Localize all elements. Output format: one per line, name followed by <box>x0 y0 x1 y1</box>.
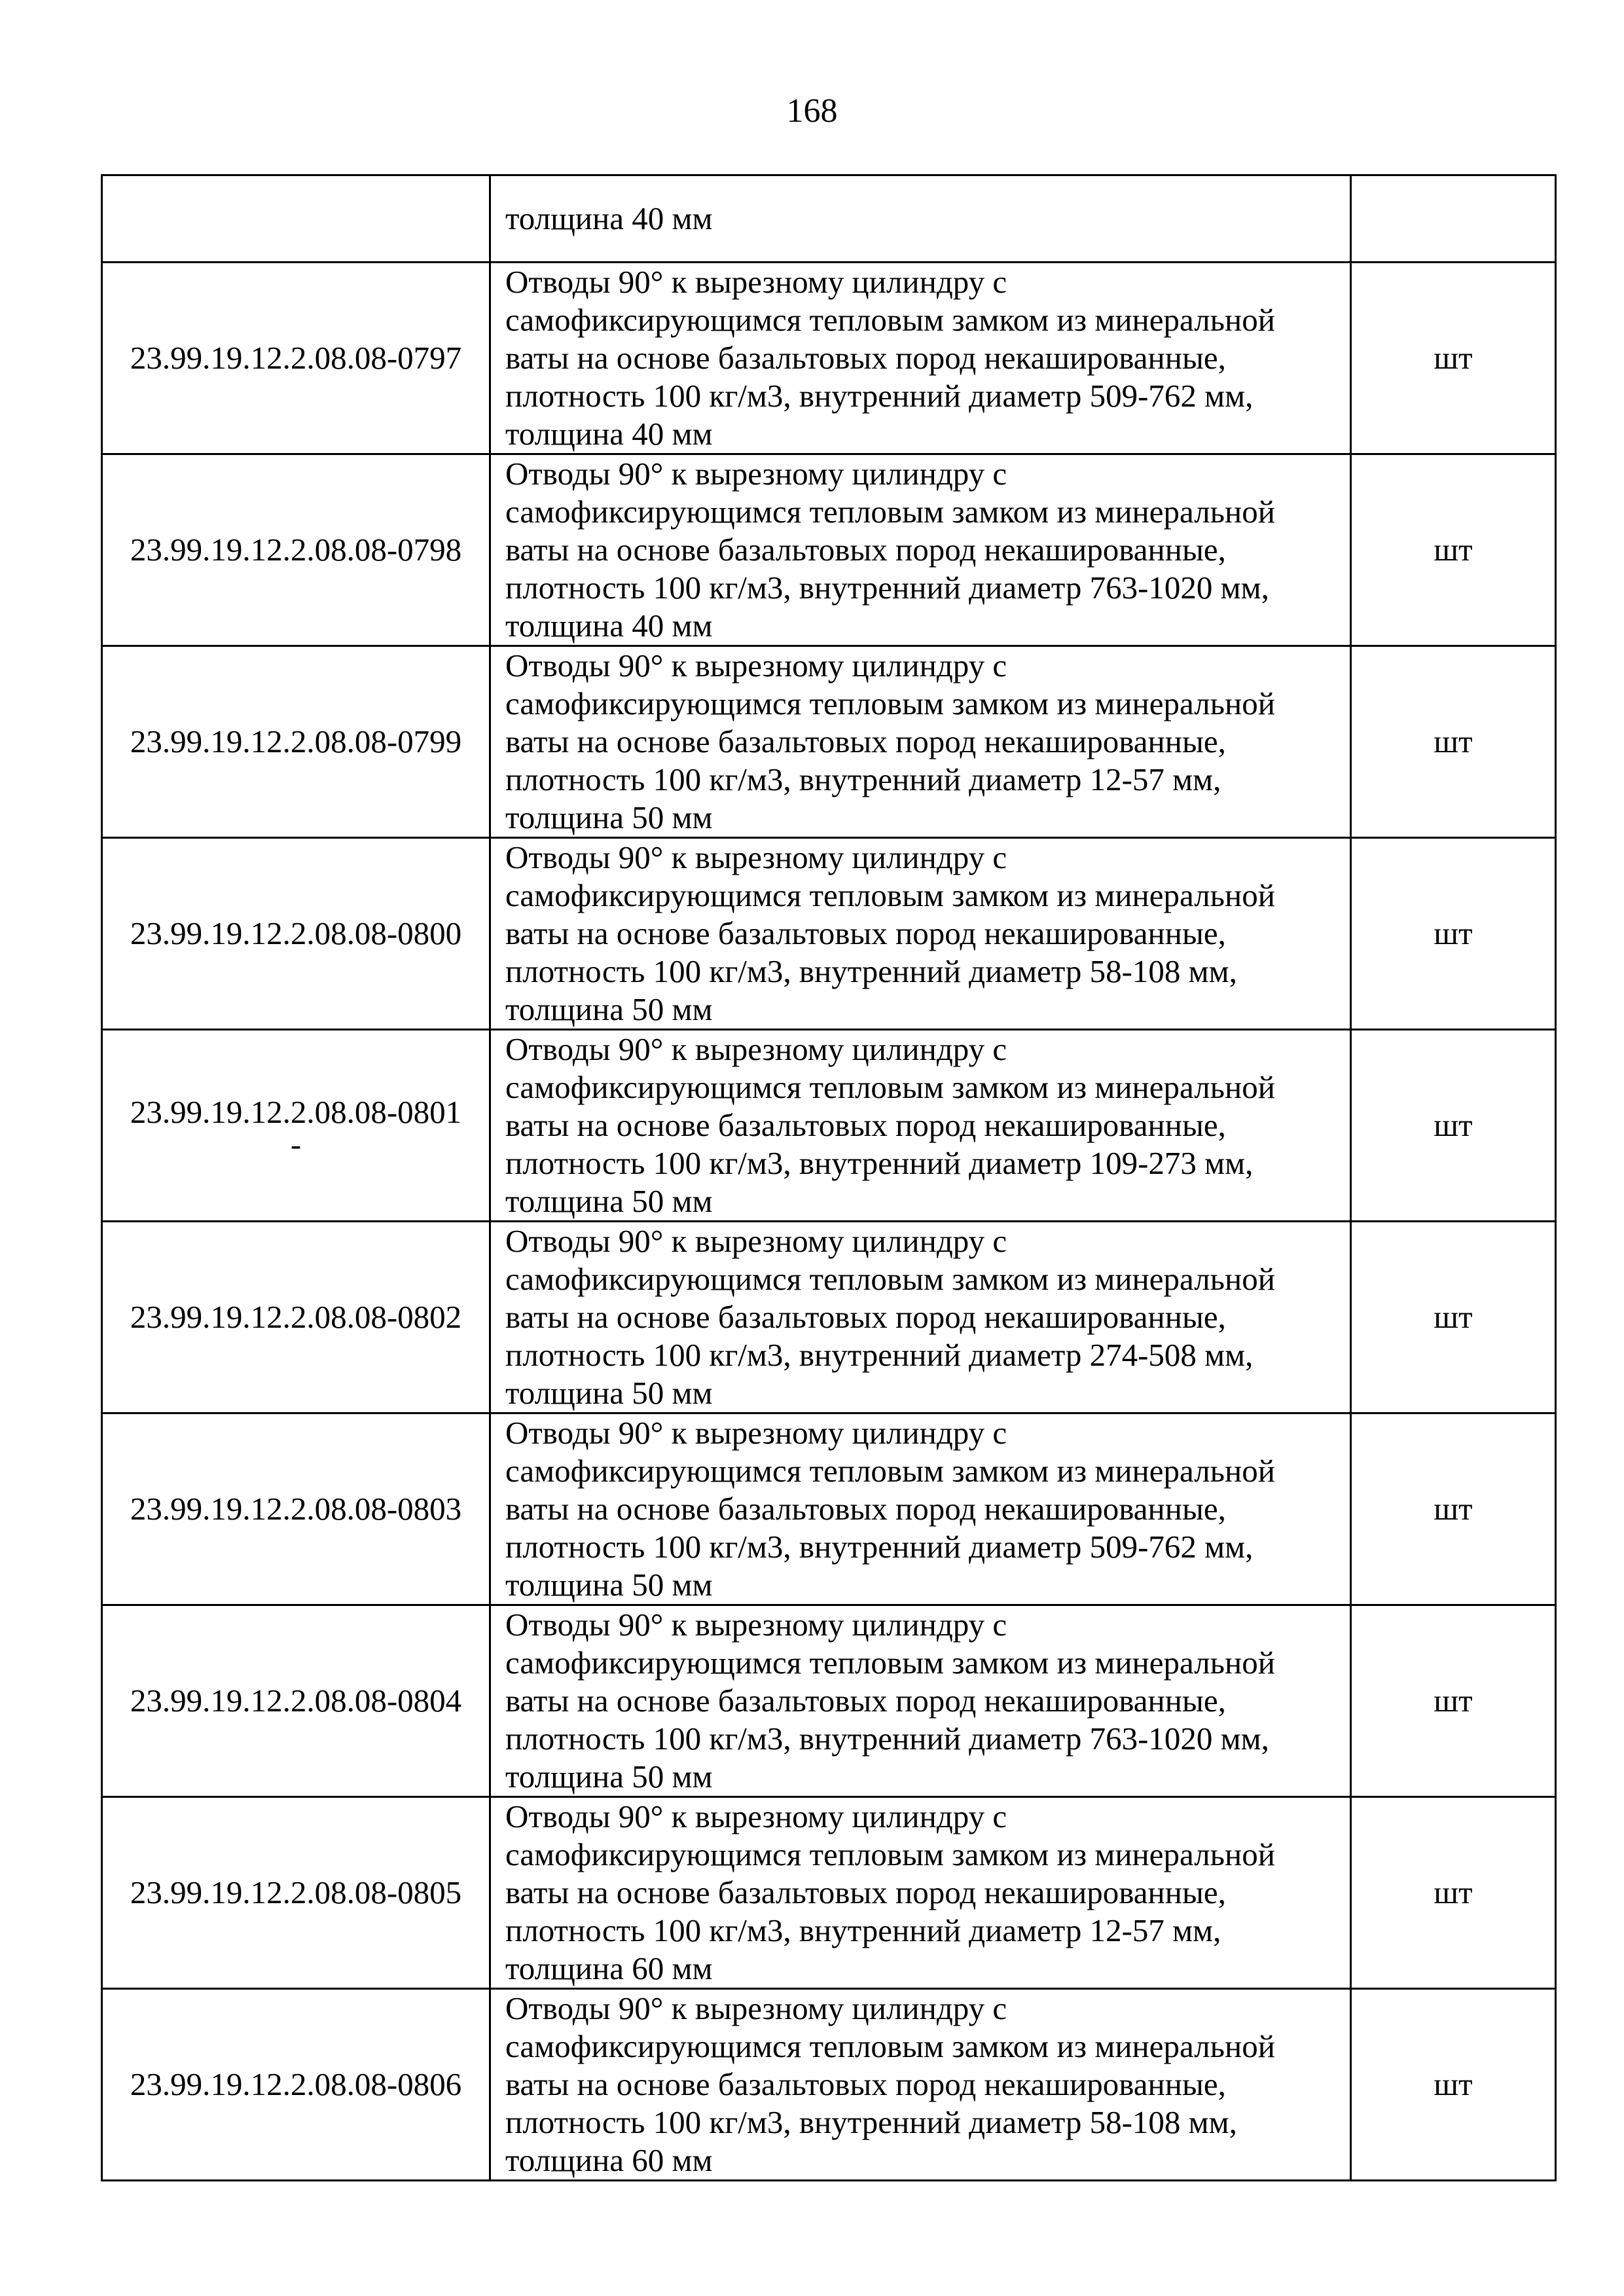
description-line: Отводы 90° к вырезному цилиндру с <box>505 1223 1007 1259</box>
description-line: толщина 50 мм <box>505 991 713 1027</box>
description-line: толщина 50 мм <box>505 1183 713 1219</box>
description-line: ваты на основе базальтовых пород некашированные, <box>505 1874 1226 1910</box>
description-line: Отводы 90° к вырезному цилиндру с <box>505 647 1007 683</box>
code-cell <box>102 838 490 1030</box>
table-row <box>102 1797 1556 1989</box>
description-line: самофиксирующимся тепловым замком из минеральной <box>505 1836 1275 1872</box>
description-line: толщина 50 мм <box>505 1758 713 1795</box>
item-code: 23.99.19.12.2.08.08-0798 <box>130 532 462 568</box>
description-line: плотность 100 кг/м3, внутренний диаметр 12-57 мм, <box>505 761 1221 797</box>
description-cell <box>490 1797 1351 1989</box>
item-code: 23.99.19.12.2.08.08-0805 <box>130 1874 462 1910</box>
description-line: самофиксирующимся тепловым замком из минеральной <box>505 1069 1275 1105</box>
description-cell <box>490 838 1351 1030</box>
description-line: толщина 40 мм <box>505 200 713 236</box>
description-cell <box>490 175 1351 263</box>
description-line: плотность 100 кг/м3, внутренний диаметр 58-108 мм, <box>505 953 1237 989</box>
description-line: толщина 50 мм <box>505 1567 713 1603</box>
code-mark: - <box>290 1126 302 1162</box>
unit-cell: шт <box>1351 454 1556 646</box>
table-row <box>102 1030 1556 1222</box>
description-line: ваты на основе базальтовых пород некашированные, <box>505 1683 1226 1719</box>
unit-cell: шт <box>1351 838 1556 1030</box>
table-row-continuation <box>102 175 1556 263</box>
table-row <box>102 263 1556 454</box>
table-row <box>102 1989 1556 2181</box>
unit-cell: шт <box>1351 1222 1556 1413</box>
description-line: толщина 50 мм <box>505 1375 713 1411</box>
unit-cell: шт <box>1351 1413 1556 1605</box>
description-line: Отводы 90° к вырезному цилиндру с <box>505 1031 1007 1067</box>
code-cell <box>102 175 490 263</box>
description-line: плотность 100 кг/м3, внутренний диаметр 763-1020 мм, <box>505 1721 1269 1757</box>
description-line: плотность 100 кг/м3, внутренний диаметр 109-273 мм, <box>505 1145 1254 1181</box>
description-line: толщина 60 мм <box>505 2142 713 2178</box>
code-cell <box>102 646 490 838</box>
item-code: 23.99.19.12.2.08.08-0800 <box>130 915 462 951</box>
description-line: ваты на основе базальтовых пород некашированные, <box>505 1491 1226 1527</box>
description-line: ваты на основе базальтовых пород некашированные, <box>505 723 1226 759</box>
description-line: самофиксирующимся тепловым замком из минеральной <box>505 685 1275 721</box>
item-code: 23.99.19.12.2.08.08-0802 <box>130 1299 462 1335</box>
unit-cell: шт <box>1351 263 1556 454</box>
description-line: плотность 100 кг/м3, внутренний диаметр 58-108 мм, <box>505 2104 1237 2140</box>
description-line: Отводы 90° к вырезному цилиндру с <box>505 1990 1007 2026</box>
description-line: плотность 100 кг/м3, внутренний диаметр 763-1020 мм, <box>505 570 1269 606</box>
item-code: 23.99.19.12.2.08.08-0797 <box>130 340 462 376</box>
description-line: толщина 40 мм <box>505 416 713 452</box>
description-line: толщина 40 мм <box>505 608 713 644</box>
description-line: самофиксирующимся тепловым замком из минеральной <box>505 877 1275 913</box>
description-line: Отводы 90° к вырезному цилиндру с <box>505 839 1007 875</box>
description-line: самофиксирующимся тепловым замком из минеральной <box>505 2028 1275 2064</box>
description-cell <box>490 646 1351 838</box>
code-cell <box>102 1797 490 1989</box>
table-row <box>102 454 1556 646</box>
description-line: ваты на основе базальтовых пород некашированные, <box>505 340 1226 376</box>
description-cell <box>490 1605 1351 1797</box>
code-cell <box>102 1989 490 2181</box>
description-line: ваты на основе базальтовых пород некашированные, <box>505 915 1226 951</box>
item-code: 23.99.19.12.2.08.08-0804 <box>130 1683 462 1719</box>
unit-cell: шт <box>1351 646 1556 838</box>
page-number: 168 <box>786 92 838 130</box>
description-line: толщина 60 мм <box>505 1950 713 1986</box>
code-cell <box>102 1605 490 1797</box>
code-cell <box>102 1030 490 1222</box>
table-row <box>102 1605 1556 1797</box>
description-line: ваты на основе базальтовых пород некашированные, <box>505 532 1226 568</box>
code-cell <box>102 1222 490 1413</box>
description-line: самофиксирующимся тепловым замком из минеральной <box>505 302 1275 338</box>
code-cell <box>102 263 490 454</box>
table-row <box>102 646 1556 838</box>
table-body <box>102 175 1556 2181</box>
unit-cell <box>1351 175 1556 263</box>
description-cell <box>490 263 1351 454</box>
description-line: ваты на основе базальтовых пород некашированные, <box>505 1299 1226 1335</box>
item-code: 23.99.19.12.2.08.08-0803 <box>130 1491 462 1527</box>
description-line: ваты на основе базальтовых пород некашированные, <box>505 2066 1226 2102</box>
description-cell <box>490 1989 1351 2181</box>
unit-cell: шт <box>1351 1797 1556 1989</box>
description-line: Отводы 90° к вырезному цилиндру с <box>505 1798 1007 1834</box>
description-cell <box>490 1030 1351 1222</box>
description-line: плотность 100 кг/м3, внутренний диаметр 509-762 мм, <box>505 378 1254 414</box>
description-line: ваты на основе базальтовых пород некашированные, <box>505 1107 1226 1143</box>
description-line: самофиксирующимся тепловым замком из минеральной <box>505 1261 1275 1297</box>
code-cell <box>102 454 490 646</box>
description-line: плотность 100 кг/м3, внутренний диаметр 274-508 мм, <box>505 1337 1254 1373</box>
description-line: плотность 100 кг/м3, внутренний диаметр 509-762 мм, <box>505 1529 1254 1565</box>
item-code: 23.99.19.12.2.08.08-0799 <box>130 723 462 759</box>
description-cell <box>490 1413 1351 1605</box>
table-row <box>102 838 1556 1030</box>
description-line: толщина 50 мм <box>505 799 713 835</box>
table-row <box>102 1413 1556 1605</box>
table-row <box>102 1222 1556 1413</box>
description-cell <box>490 454 1351 646</box>
description-line: Отводы 90° к вырезному цилиндру с <box>505 264 1007 300</box>
unit-cell: шт <box>1351 1605 1556 1797</box>
description-line: самофиксирующимся тепловым замком из минеральной <box>505 1453 1275 1489</box>
item-code: 23.99.19.12.2.08.08-0806 <box>130 2066 462 2102</box>
unit-cell: шт <box>1351 1989 1556 2181</box>
code-cell <box>102 1413 490 1605</box>
description-line: Отводы 90° к вырезному цилиндру с <box>505 456 1007 492</box>
resource-table <box>101 174 1557 2181</box>
unit-cell: шт <box>1351 1030 1556 1222</box>
description-line: Отводы 90° к вырезному цилиндру с <box>505 1607 1007 1643</box>
description-cell <box>490 1222 1351 1413</box>
description-line: самофиксирующимся тепловым замком из минеральной <box>505 494 1275 530</box>
description-line: Отводы 90° к вырезному цилиндру с <box>505 1415 1007 1451</box>
item-code: 23.99.19.12.2.08.08-0801 <box>130 1094 462 1130</box>
description-line: самофиксирующимся тепловым замком из минеральной <box>505 1645 1275 1681</box>
description-line: плотность 100 кг/м3, внутренний диаметр 12-57 мм, <box>505 1912 1221 1948</box>
